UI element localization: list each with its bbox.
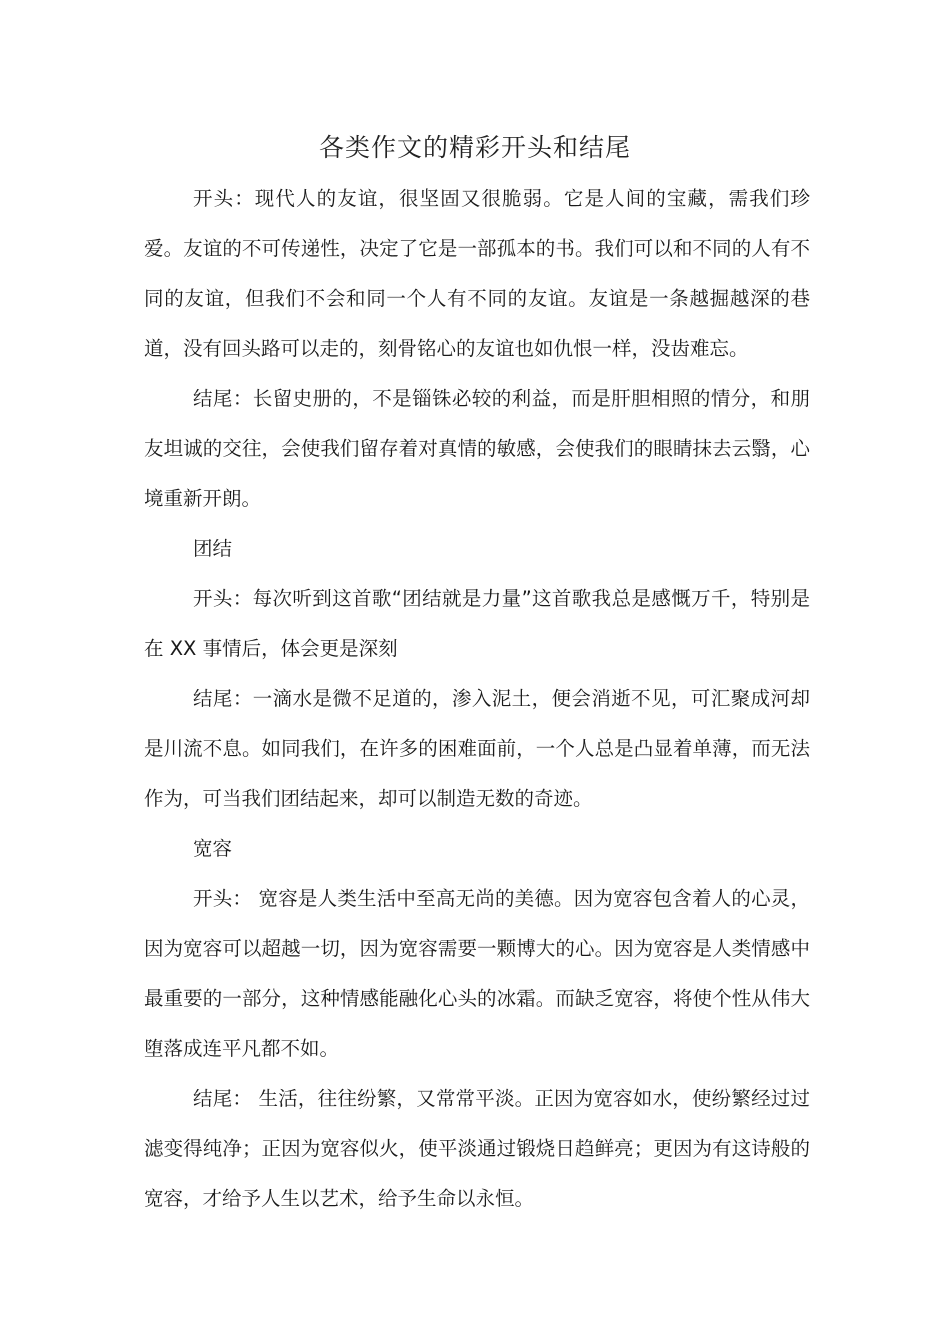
paragraph-tolerance-opening: 开头： 宽容是人类生活中至高无尚的美德。因为宽容包含着人的心灵，因为宽容可以超越一切，因为宽容需要一颗博大的心。因为宽容是人类情感中最重要的一部分，这种情感能融化心头的冰霜。而缺乏宽容，将使个性从伟大堕落成连平凡都不如。 xyxy=(144,887,810,1060)
document-body xyxy=(144,174,810,1224)
paragraph-friendship-opening: 开头：现代人的友谊，很坚固又很脆弱。它是人间的宝藏，需我们珍爱。友谊的不可传递性，决定了它是一部孤本的书。我们可以和不同的人有不同的友谊，但我们不会和同一个人有不同的友谊。友谊是一条越掘越深的巷道，没有回头路可以走的，刻骨铭心的友谊也如仇恨一样，没齿难忘。 xyxy=(144,187,810,360)
paragraph-unity-opening: 开头：每次听到这首歌“团结就是力量”这首歌我总是感慨万千，特别是在 XX 事情后，体会更是深刻 xyxy=(144,587,810,660)
document-title: 各类作文的精彩开头和结尾 xyxy=(318,133,631,162)
section-heading-tolerance: 宽容 xyxy=(193,837,233,860)
section-heading-unity: 团结 xyxy=(193,537,233,560)
paragraph-friendship-ending: 结尾：长留史册的，不是锱铢必较的利益，而是肝胆相照的情分，和朋友坦诚的交往，会使我们留存着对真情的敏感，会使我们的眼睛抹去云翳，心境重新开朗。 xyxy=(144,387,810,510)
paragraph-unity-ending: 结尾：一滴水是微不足道的，渗入泥土，便会消逝不见，可汇聚成河却是川流不息。如同我们，在许多的困难面前，一个人总是凸显着单薄，而无法作为，可当我们团结起来，却可以制造无数的奇迹。 xyxy=(144,687,810,810)
paragraph-tolerance-ending: 结尾： 生活，往往纷繁，又常常平淡。正因为宽容如水，使纷繁经过过滤变得纯净；正因为宽容似火，使平淡通过锻烧日趋鲜亮；更因为有这诗般的宽容，才给予人生以艺术，给予生命以永恒。 xyxy=(144,1087,810,1210)
